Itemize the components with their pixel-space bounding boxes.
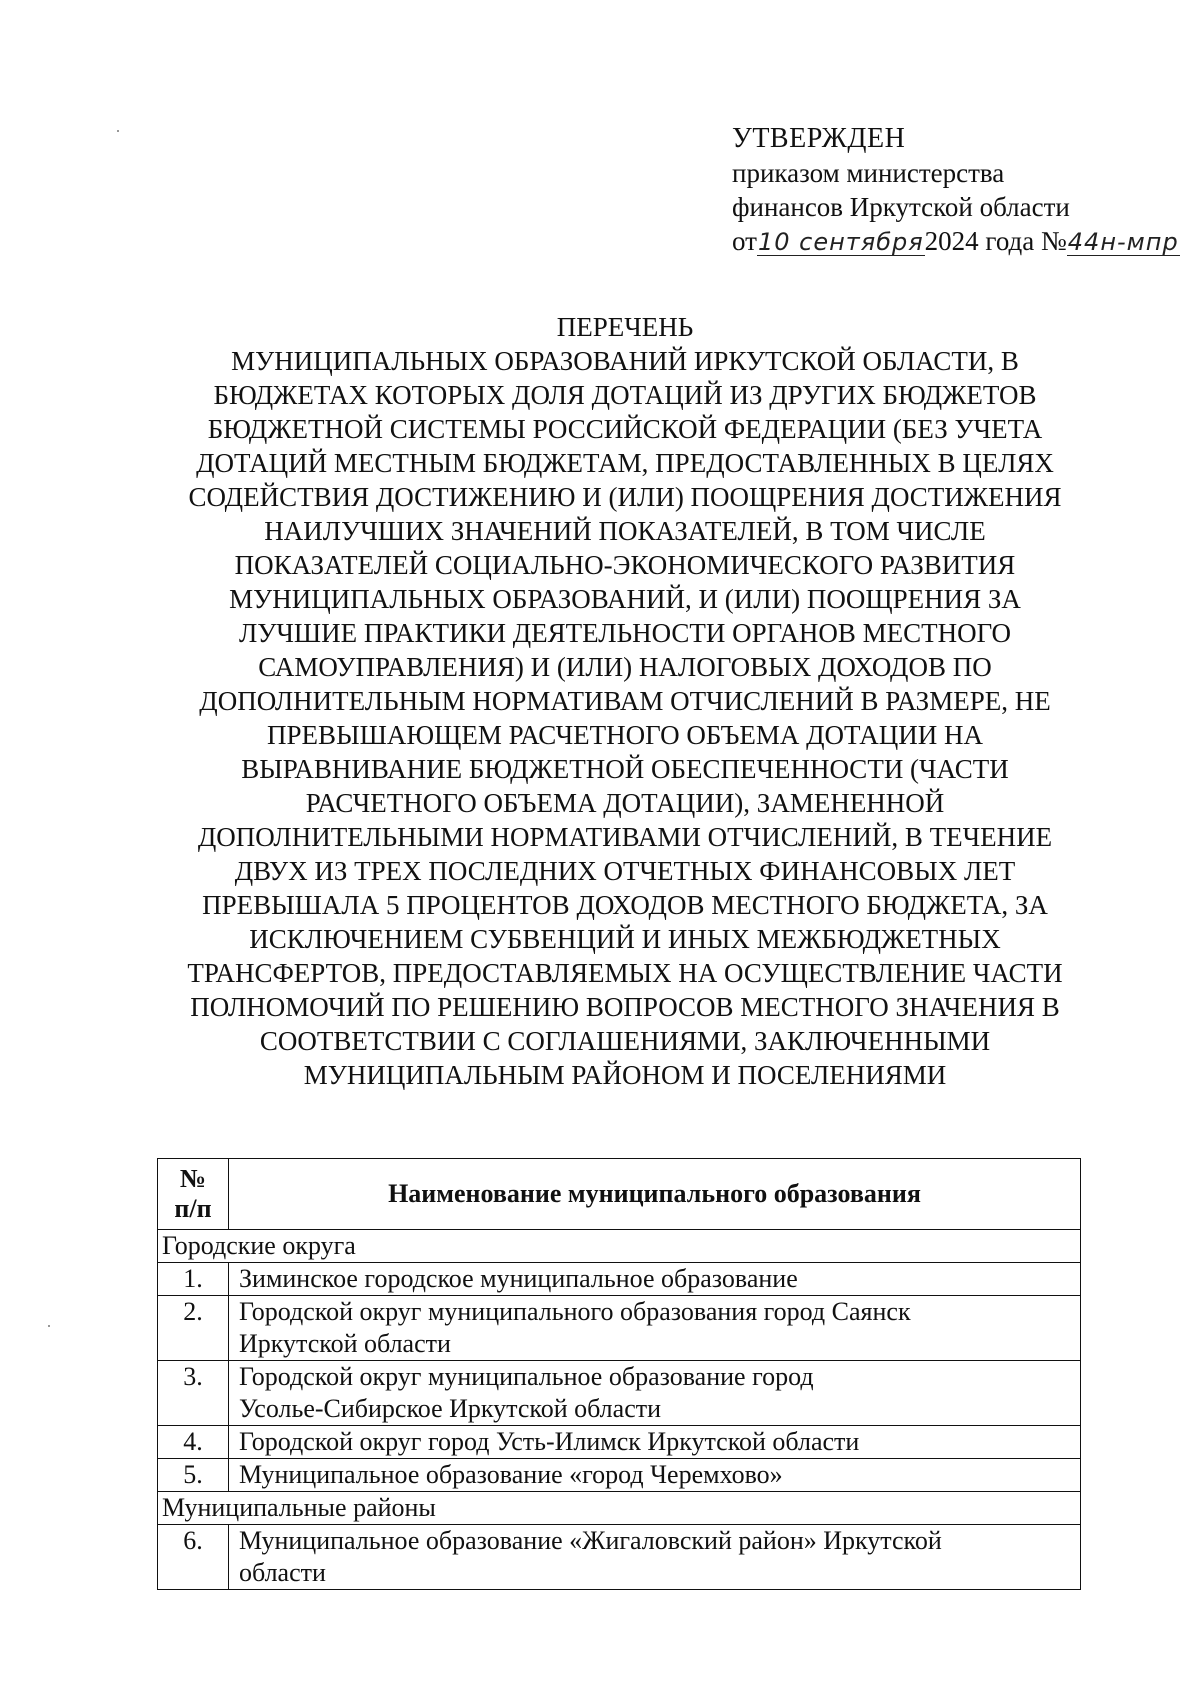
approval-block xyxy=(732,122,1179,258)
row-number: 3. xyxy=(158,1361,229,1426)
header-number: № п/п xyxy=(158,1159,229,1230)
table-row xyxy=(158,1263,1081,1296)
row-number: 6. xyxy=(158,1525,229,1590)
row-name: Муниципальное образование «Жигаловский район» Иркутской области xyxy=(229,1525,1081,1590)
group-row xyxy=(158,1492,1081,1525)
table-row xyxy=(158,1426,1081,1459)
group-title: Муниципальные районы xyxy=(158,1492,1081,1525)
table-row xyxy=(158,1296,1081,1361)
handwritten-date: 10 сентября xyxy=(757,228,924,256)
row-number: 4. xyxy=(158,1426,229,1459)
approval-date-line xyxy=(732,224,1179,258)
row-name: Муниципальное образование «город Черемхово» xyxy=(229,1459,1081,1492)
approval-from-prefix: от xyxy=(732,226,757,256)
table-header-row xyxy=(158,1159,1081,1230)
approval-year-text: 2024 года № xyxy=(924,226,1067,256)
row-number: 2. xyxy=(158,1296,229,1361)
municipalities-table xyxy=(157,1158,1081,1590)
document-title xyxy=(150,310,1100,1092)
row-number: 5. xyxy=(158,1459,229,1492)
document-heading: ПЕРЕЧЕНЬ xyxy=(556,312,694,342)
scan-speck xyxy=(117,130,119,132)
row-name: Городской округ город Усть-Илимск Иркутской области xyxy=(229,1426,1081,1459)
approval-title: УТВЕРЖДЕН xyxy=(732,123,906,154)
approval-line-2: финансов Иркутской области xyxy=(732,192,1070,222)
scan-speck xyxy=(48,1325,50,1327)
document-title-body: МУНИЦИПАЛЬНЫХ ОБРАЗОВАНИЙ ИРКУТСКОЙ ОБЛАСТИ, В БЮДЖЕТАХ КОТОРЫХ ДОЛЯ ДОТАЦИЙ ИЗ ДРУГИХ БЮДЖЕТОВ БЮДЖЕТНОЙ СИСТЕМЫ РОССИЙСКОЙ ФЕДЕРАЦИИ (БЕЗ УЧЕТА ДОТАЦИЙ МЕСТНЫМ БЮДЖЕТАМ, ПРЕДОСТАВЛЕННЫХ В ЦЕЛЯХ СОДЕЙСТВИЯ ДОСТИЖЕНИЮ И (ИЛИ) ПООЩРЕНИЯ ДОСТИЖЕНИЯ НАИЛУЧШИХ ЗНАЧЕНИЙ ПОКАЗАТЕЛЕЙ, В ТОМ ЧИСЛЕ ПОКАЗАТЕЛЕЙ СОЦИАЛЬНО-ЭКОНОМИЧЕСКОГО РАЗВИТИЯ МУНИЦИПАЛЬНЫХ ОБРАЗОВАНИЙ, И (ИЛИ) ПООЩРЕНИЯ ЗА ЛУЧШИЕ ПРАКТИКИ ДЕЯТЕЛЬНОСТИ ОРГАНОВ МЕСТНОГО САМОУПРАВЛЕНИЯ) И (ИЛИ) НАЛОГОВЫХ ДОХОДОВ ПО ДОПОЛНИТЕЛЬНЫМ НОРМАТИВАМ ОТЧИСЛЕНИЙ В РАЗМЕРЕ, НЕ ПРЕВЫШАЮЩЕМ РАСЧЕТНОГО ОБЪЕМА ДОТАЦИИ НА ВЫРАВНИВАНИЕ БЮДЖЕТНОЙ ОБЕСПЕЧЕННОСТИ (ЧАСТИ РАСЧЕТНОГО ОБЪЕМА ДОТАЦИИ), ЗАМЕНЕННОЙ ДОПОЛНИТЕЛЬНЫМИ НОРМАТИВАМИ ОТЧИСЛЕНИЙ, В ТЕЧЕНИЕ ДВУХ ИЗ ТРЕХ ПОСЛЕДНИХ ОТЧЕТНЫХ ФИНАНСОВЫХ ЛЕТ ПРЕВЫШАЛА 5 ПРОЦЕНТОВ ДОХОДОВ МЕСТНОГО БЮДЖЕТА, ЗА ИСКЛЮЧЕНИЕМ СУБВЕНЦИЙ И ИНЫХ МЕЖБЮДЖЕТНЫХ ТРАНСФЕРТОВ, ПРЕДОСТАВЛЯЕМЫХ НА ОСУЩЕСТВЛЕНИЕ ЧАСТИ ПОЛНОМОЧИЙ ПО РЕШЕНИЮ ВОПРОСОВ МЕСТНОГО ЗНАЧЕНИЯ В СООТВЕТСТВИИ С СОГЛАШЕНИЯМИ, ЗАКЛЮЧЕННЫМИ МУНИЦИПАЛЬНЫМ РАЙОНОМ И ПОСЕЛЕНИЯМИ xyxy=(187,346,1063,1090)
row-name: Зиминское городское муниципальное образование xyxy=(229,1263,1081,1296)
row-name: Городской округ муниципального образования город Саянск Иркутской области xyxy=(229,1296,1081,1361)
table-row xyxy=(158,1361,1081,1426)
group-title: Городские округа xyxy=(158,1230,1081,1263)
row-name: Городской округ муниципальное образование город Усолье-Сибирское Иркутской области xyxy=(229,1361,1081,1426)
handwritten-order-number: 44н-мпр xyxy=(1067,228,1179,256)
approval-line-1: приказом министерства xyxy=(732,158,1005,188)
table-row xyxy=(158,1525,1081,1590)
row-number: 1. xyxy=(158,1263,229,1296)
header-name: Наименование муниципального образования xyxy=(229,1159,1081,1230)
group-row xyxy=(158,1230,1081,1263)
table-row xyxy=(158,1459,1081,1492)
